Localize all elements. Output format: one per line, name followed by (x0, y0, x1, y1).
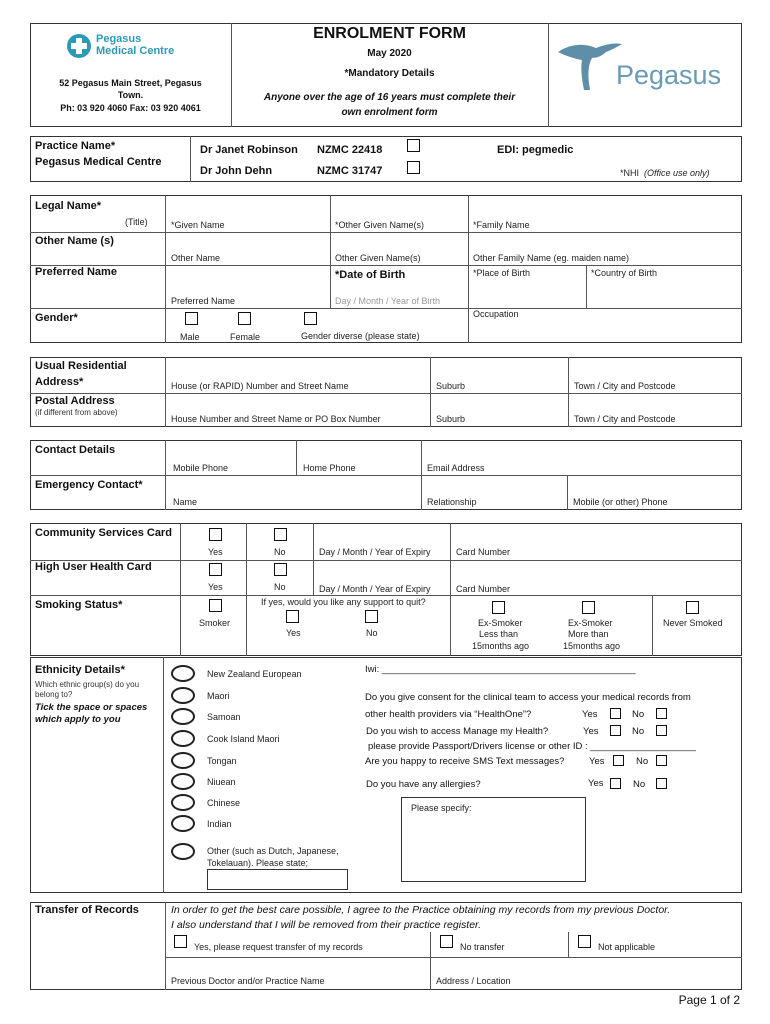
huhc-yes-label: Yes (208, 582, 223, 592)
healthone-no-checkbox[interactable] (656, 708, 667, 719)
csc-label: Community Services Card (35, 527, 172, 539)
allergies-no-label: No (633, 779, 646, 790)
email-hint[interactable]: Email Address (427, 463, 485, 473)
place-of-birth-hint[interactable]: *Place of Birth (473, 268, 531, 278)
csc-card-number-hint[interactable]: Card Number (456, 547, 511, 557)
contact-col-a (296, 440, 297, 475)
legal-name-label: Legal Name* (35, 200, 102, 212)
allergies-yes-checkbox[interactable] (610, 778, 621, 789)
ethnicity-tick-1: Tick the space or spaces (35, 702, 148, 713)
other-given-name-hint[interactable]: *Other Given Name(s) (335, 220, 425, 230)
transfer-label: Transfer of Records (35, 904, 139, 916)
ethnicity-radio-chinese[interactable] (171, 794, 195, 811)
ex-smoker-more-label-2: More than (568, 629, 609, 639)
ethnicity-option-label: Maori (207, 691, 230, 701)
given-name-hint[interactable]: *Given Name (171, 220, 225, 230)
quit-support-question: If yes, would you like any support to quit? (261, 597, 426, 607)
contact-col-c (567, 475, 568, 510)
huhc-label: High User Health Card (35, 561, 152, 573)
personal-row3-bottom (30, 308, 742, 309)
transfer-yes-label: Yes, please request transfer of my records (194, 942, 363, 952)
sms-yes-label: Yes (589, 756, 605, 767)
ethnicity-option-label: New Zealand European (207, 669, 302, 679)
ethnicity-tick-2: which apply to you (35, 714, 121, 725)
transfer-text-1: In order to get the best care possible, I agree to the Practice obtaining my records from my previous Doctor. (171, 904, 671, 916)
huhc-no-label: No (274, 582, 286, 592)
age-note-line2: own enrolment form (341, 107, 438, 118)
mmh-question: Do you wish to access Manage my Health? (366, 726, 549, 737)
address-label-divider (165, 357, 166, 427)
allergies-specify-label: Please specify: (411, 803, 472, 813)
cards-col-a (246, 523, 247, 595)
ethnicity-radio-tongan[interactable] (171, 752, 195, 769)
ethnicity-other-input[interactable] (207, 869, 348, 890)
edi-code: EDI: pegmedic (497, 144, 574, 156)
doctor2-nzmc: NZMC 31747 (317, 165, 383, 177)
cards-col-b (313, 523, 314, 595)
ethnicity-option-label: Samoan (207, 712, 241, 722)
contact-row-divider (30, 475, 742, 476)
transfer-row-divider (165, 957, 742, 958)
preferred-name-label: Preferred Name (35, 266, 117, 278)
clinic-phone-fax: Ph: 03 920 4060 Fax: 03 920 4061 (60, 103, 201, 113)
clinic-address-line1: 52 Pegasus Main Street, Pegasus (59, 78, 202, 88)
healthone-question: Do you give consent for the clinical team to access your medical records from (365, 692, 691, 703)
house-po-hint[interactable]: House Number and Street Name or PO Box Number (171, 414, 381, 424)
mmh-yes-checkbox[interactable] (610, 725, 621, 736)
quit-support-no-label: No (366, 628, 378, 638)
female-label: Female (230, 332, 261, 342)
gender-diverse-checkbox[interactable] (304, 312, 317, 325)
mandatory-note: *Mandatory Details (344, 68, 435, 79)
iwi-field[interactable]: Iwi: ________________________________________________ (365, 664, 636, 675)
sms-no-checkbox[interactable] (656, 755, 667, 766)
transfer-na-label: Not applicable (598, 942, 656, 952)
ethnicity-option-label: Tongan (207, 756, 237, 766)
dob-hint[interactable]: Day / Month / Year of Birth (335, 296, 441, 306)
ethnicity-other-label-1: Other (such as Dutch, Japanese, (207, 846, 339, 856)
cards-row2-bottom (30, 595, 742, 596)
smoker-checkbox[interactable] (209, 599, 222, 612)
personal-col-c (586, 265, 587, 308)
sms-no-label: No (636, 756, 649, 767)
usual-address-label-2: Address* (35, 376, 84, 388)
home-phone-hint[interactable]: Home Phone (303, 463, 356, 473)
doctor2-checkbox[interactable] (407, 161, 420, 174)
practice-name: Pegasus Medical Centre (35, 156, 162, 168)
smoking-status-label: Smoking Status* (35, 599, 123, 611)
personal-row2-bottom (30, 265, 742, 266)
smoking-col-a (246, 595, 247, 656)
ethnicity-radio-niuean[interactable] (171, 773, 195, 790)
age-note-line1: Anyone over the age of 16 years must complete their (263, 92, 516, 103)
huhc-yes-checkbox[interactable] (209, 563, 222, 576)
pegasus-brand-logo (556, 38, 736, 98)
ethnicity-radio-samoan[interactable] (171, 708, 195, 725)
gender-diverse-label: Gender diverse (please state) (301, 331, 420, 341)
transfer-label-divider (165, 902, 166, 990)
ex-smoker-less-label-1: Ex-Smoker (478, 618, 523, 628)
ethnicity-sub-1: Which ethnic group(s) do you (35, 680, 140, 689)
ethnicity-option-label: Indian (207, 819, 232, 829)
ex-smoker-more-label-3: 15months ago (563, 641, 621, 651)
ex-smoker-less-checkbox[interactable] (492, 601, 505, 614)
other-given-names-hint[interactable]: Other Given Name(s) (335, 253, 421, 263)
previous-address-hint[interactable]: Address / Location (436, 976, 511, 986)
ethnicity-radio-new-zealand-european[interactable] (171, 665, 195, 682)
quit-support-yes-checkbox[interactable] (286, 610, 299, 623)
emergency-name-hint[interactable]: Name (173, 497, 198, 507)
transfer-col-a (430, 932, 431, 990)
personal-label-divider (165, 195, 166, 343)
transfer-no-label: No transfer (460, 942, 505, 952)
csc-yes-label: Yes (208, 547, 223, 557)
sms-yes-checkbox[interactable] (613, 755, 624, 766)
mobile-other-hint[interactable]: Mobile (or other) Phone (573, 497, 668, 507)
family-name-hint[interactable]: *Family Name (473, 220, 530, 230)
quit-support-no-checkbox[interactable] (365, 610, 378, 623)
other-family-name-hint[interactable]: Other Family Name (eg. maiden name) (473, 253, 630, 263)
healthone-no-label: No (632, 709, 645, 720)
allergies-question: Do you have any allergies? (366, 779, 481, 790)
address-col-b (568, 357, 569, 427)
healthone-yes-checkbox[interactable] (610, 708, 621, 719)
postal-address-note: (if different from above) (35, 408, 118, 417)
contact-details-label: Contact Details (35, 444, 116, 456)
address-row-divider (30, 393, 742, 394)
page-number: Page 1 of 2 (678, 993, 740, 1007)
never-smoked-label: Never Smoked (663, 618, 723, 628)
practice-divider (190, 136, 191, 182)
practice-label: Practice Name* (35, 140, 116, 152)
ethnicity-other-radio[interactable] (171, 843, 195, 860)
csc-no-label: No (274, 547, 286, 557)
suburb-hint[interactable]: Suburb (436, 381, 466, 391)
house-hint[interactable]: House (or RAPID) Number and Street Name (171, 381, 349, 391)
medical-cross-icon (66, 33, 92, 59)
mobile-phone-hint[interactable]: Mobile Phone (173, 463, 229, 473)
doctor1-checkbox[interactable] (407, 139, 420, 152)
title-hint: (Title) (125, 217, 148, 227)
clinic-logo-line1: Pegasus (96, 33, 142, 45)
transfer-col-b (568, 932, 569, 957)
transfer-text-2: I also understand that I will be removed from their practice register. (171, 919, 482, 931)
ex-smoker-more-label-1: Ex-Smoker (568, 618, 613, 628)
ethnicity-other-label-2: Tokelauan). Please state; (207, 858, 309, 868)
huhc-no-checkbox[interactable] (274, 563, 287, 576)
postal-address-label: Postal Address (35, 395, 115, 407)
usual-address-label-1: Usual Residential (35, 360, 127, 372)
other-name-hint[interactable]: Other Name (171, 253, 221, 263)
csc-yes-checkbox[interactable] (209, 528, 222, 541)
ethnicity-option-label: Chinese (207, 798, 241, 808)
personal-col-b (468, 195, 469, 343)
gender-label: Gender* (35, 312, 78, 324)
allergies-yes-label: Yes (588, 778, 604, 789)
emergency-contact-label: Emergency Contact* (35, 479, 143, 491)
personal-col-a (330, 195, 331, 308)
mmh-no-label: No (632, 726, 645, 737)
dob-label: *Date of Birth (335, 269, 406, 281)
clinic-logo-line2: Medical Centre (96, 45, 175, 57)
csc-expiry-hint[interactable]: Day / Month / Year of Expiry (319, 547, 431, 557)
nhi-office-note: (Office use only) (644, 168, 710, 178)
occupation-hint[interactable]: Occupation (473, 309, 519, 319)
nhi-label: *NHI (620, 168, 640, 178)
ethnicity-label-divider (163, 657, 164, 893)
male-checkbox[interactable] (185, 312, 198, 325)
other-names-label: Other Name (s) (35, 235, 114, 247)
never-smoked-checkbox[interactable] (686, 601, 699, 614)
address-col-a (430, 357, 431, 427)
ethnicity-option-label: Cook Island Maori (207, 734, 280, 744)
transfer-na-checkbox[interactable] (578, 935, 591, 948)
transfer-no-checkbox[interactable] (440, 935, 453, 948)
doctor1-nzmc: NZMC 22418 (317, 144, 383, 156)
postal-suburb-hint[interactable]: Suburb (436, 414, 466, 424)
ex-smoker-less-label-3: 15months ago (472, 641, 530, 651)
quit-support-yes-label: Yes (286, 628, 301, 638)
ex-smoker-less-label-2: Less than (479, 629, 519, 639)
smoker-label: Smoker (199, 618, 231, 628)
huhc-card-number-hint[interactable]: Card Number (456, 584, 511, 594)
cards-col-c (450, 523, 451, 595)
ethnicity-radio-maori[interactable] (171, 687, 195, 704)
healthone-yes-label: Yes (582, 709, 598, 720)
ethnicity-sub-2: belong to? (35, 690, 73, 699)
clinic-address-line2: Town. (117, 90, 144, 100)
doctor1-name: Dr Janet Robinson (200, 144, 298, 156)
cards-label-divider (180, 523, 181, 656)
form-title: ENROLMENT FORM (313, 25, 466, 42)
ethnicity-radio-cook-island-maori[interactable] (171, 730, 195, 747)
ethnicity-radio-indian[interactable] (171, 815, 195, 832)
previous-doctor-hint[interactable]: Previous Doctor and/or Practice Name (171, 976, 325, 986)
sms-question: Are you happy to receive SMS Text messages? (365, 756, 565, 767)
male-label: Male (180, 332, 200, 342)
header-divider-right (548, 23, 549, 127)
clinic-logo (66, 33, 196, 61)
mmh-no-checkbox[interactable] (656, 725, 667, 736)
country-of-birth-hint[interactable]: *Country of Birth (591, 268, 658, 278)
contact-col-b (421, 440, 422, 510)
transfer-yes-checkbox[interactable] (174, 935, 187, 948)
relationship-hint[interactable]: Relationship (427, 497, 477, 507)
ethnicity-label: Ethnicity Details* (35, 664, 125, 676)
smoking-col-d (652, 595, 653, 656)
form-date: May 2020 (367, 48, 412, 59)
huhc-expiry-hint[interactable]: Day / Month / Year of Expiry (319, 584, 431, 594)
preferred-name-hint[interactable]: Preferred Name (171, 296, 236, 306)
female-checkbox[interactable] (238, 312, 251, 325)
csc-no-checkbox[interactable] (274, 528, 287, 541)
personal-row1-bottom (30, 232, 742, 233)
mmh-id-field[interactable]: please provide Passport/Drivers license or other ID : ____________________ (368, 741, 696, 752)
town-hint[interactable]: Town / City and Postcode (574, 381, 676, 391)
doctor2-name: Dr John Dehn (200, 165, 273, 177)
healthone-question-2: other health providers via “HealthOne”? (365, 709, 532, 720)
allergies-no-checkbox[interactable] (656, 778, 667, 789)
brand-logo-text: Pegasus (616, 60, 722, 90)
smoking-col-c (450, 595, 451, 656)
mmh-yes-label: Yes (583, 726, 599, 737)
ex-smoker-more-checkbox[interactable] (582, 601, 595, 614)
postal-town-hint[interactable]: Town / City and Postcode (574, 414, 676, 424)
ethnicity-option-label: Niuean (207, 777, 236, 787)
